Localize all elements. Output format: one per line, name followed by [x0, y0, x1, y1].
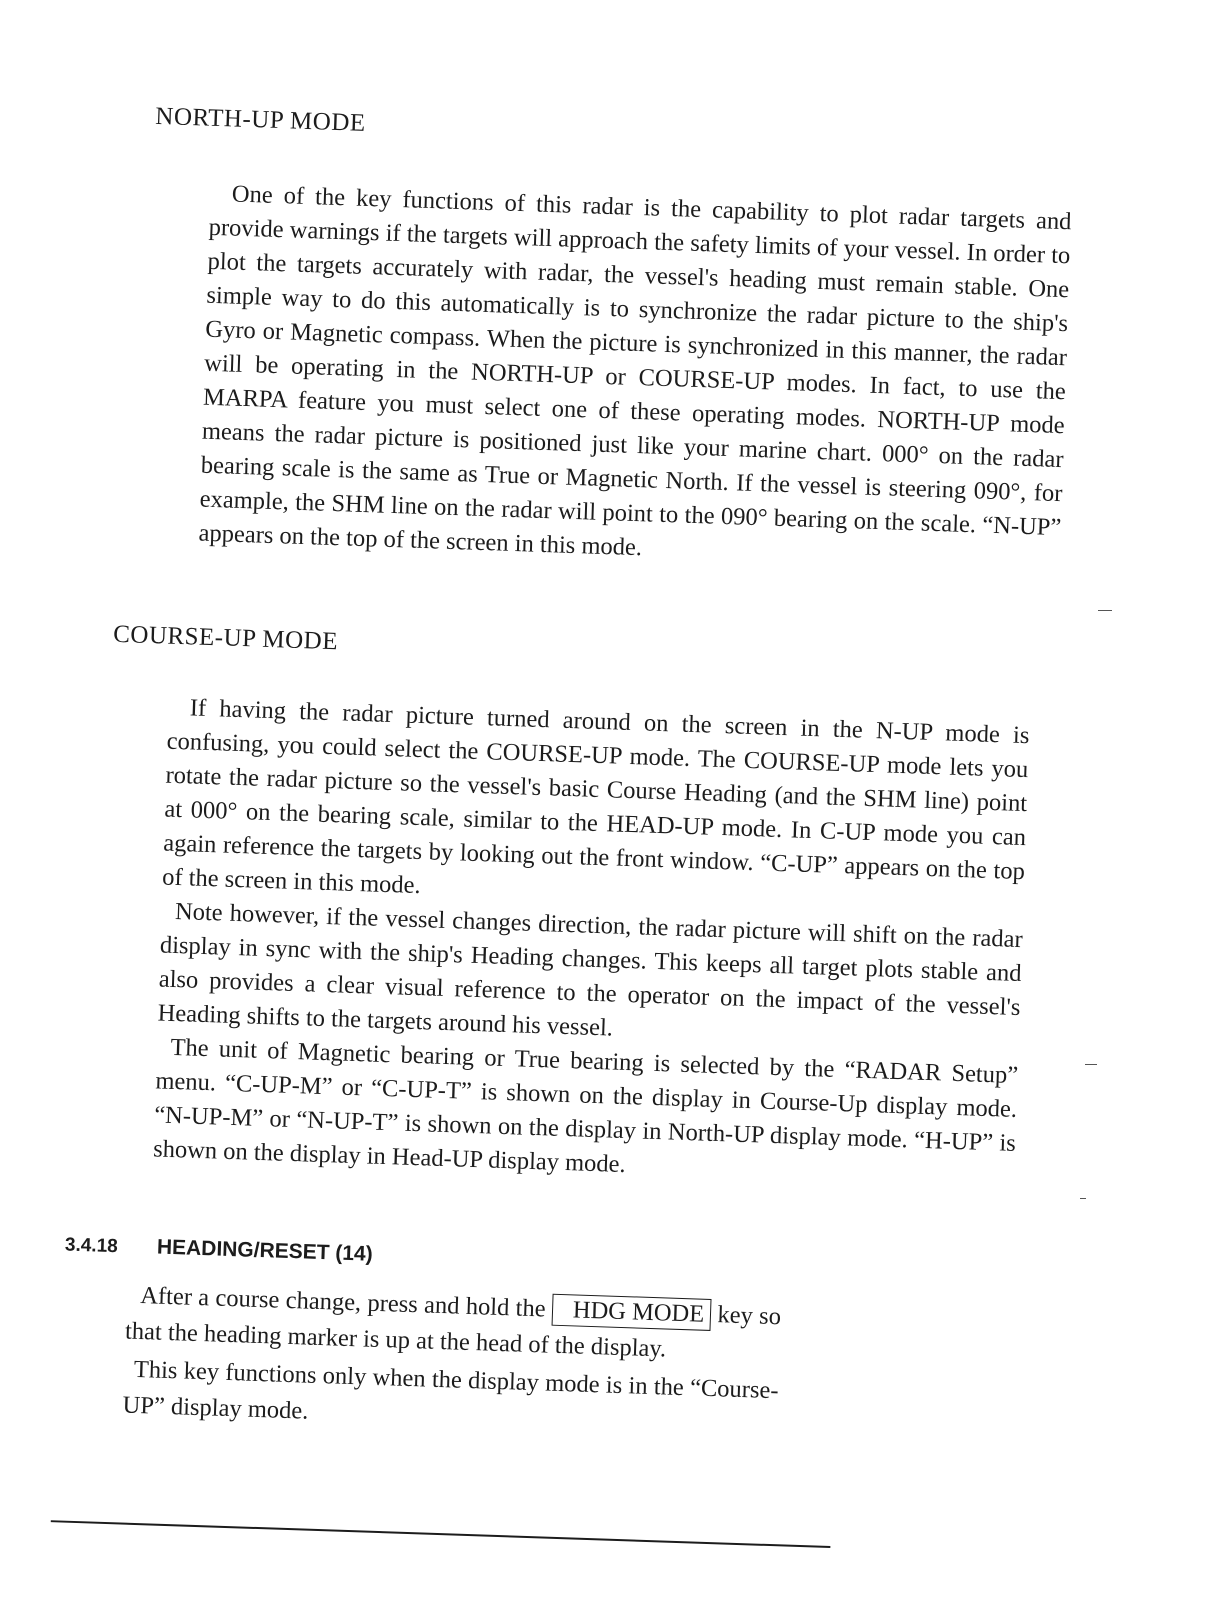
course-up-heading: COURSE-UP MODE	[112, 620, 339, 656]
footer-rule	[51, 1520, 831, 1548]
course-up-paragraph-1: If having the radar picture turned around on the screen in the N-UP mode is confusing, you could select the COURSE-UP mode. The COURSE-UP mode lets you rotate the radar picture so the vessel's basic Course Heading (and the SHM line) point at 000° on the bearing scale, similar to the HEAD-UP mode. In C-UP mode you can again reference the targets by looking out the front window. “C-UP” appears on the top of the screen in this mode.	[161, 694, 1030, 900]
margin-mark	[1085, 1064, 1097, 1065]
north-up-text: One of the key functions of this radar is the capability to plot radar targets and provide warnings if the targets will approach the safety limits of your vessel. In order to plot the targets accurately with radar, the vessel's heading must remain stable. One simple way to do this automatically is to synchronize the radar picture to the ship's Gyro or Magnetic compass. When the picture is synchronized in this manner, the radar will be operating in the NORTH-UP or COURSE-UP modes. In fact, to use the MARPA feature you must select one of these operating modes. NORTH-UP mode means the radar picture is positioned just like your marine chart. 000° on the radar bearing scale is the same as True or Magnetic North. If the vessel is steering 090°, for example, the SHM line on the radar will point to the 090° bearing on the scale. “N-UP” appears on the top of the screen in this mode.	[198, 180, 1072, 562]
margin-mark	[1080, 1198, 1086, 1199]
course-up-body	[153, 691, 1030, 1195]
section-title: HEADING/RESET (14)	[156, 1235, 374, 1266]
heading-reset-body	[122, 1278, 781, 1446]
heading-reset-text-before: After a course change, press and hold the	[139, 1282, 547, 1323]
north-up-heading: NORTH-UP MODE	[154, 102, 367, 137]
heading-reset-paragraph-2: This key functions only when the display mode is in the “Course-UP” display mode.	[122, 1355, 779, 1425]
margin-mark	[1098, 610, 1112, 611]
course-up-paragraph-2: Note however, if the vessel changes direction, the radar picture will shift on the radar display in sync with the ship's Heading changes. This keeps all target plots stable and also provides a clear visual reference to the operator on the impact of the vessel's Heading shifts to the targets around his vessel.	[157, 897, 1024, 1042]
hdg-mode-key: HDG MODE	[551, 1294, 711, 1331]
north-up-paragraph	[198, 177, 1072, 579]
section-heading	[65, 1233, 374, 1267]
heading-reset-text-after: key so that the heading marker is up at the head of the display.	[124, 1301, 782, 1363]
section-number: 3.4.18	[64, 1234, 119, 1258]
course-up-paragraph-3: The unit of Magnetic bearing or True bearing is selected by the “RADAR Setup” menu. “C-UP-M” or “C-UP-T” is shown on the display in Course-Up display mode. “N-UP-M” or “N-UP-T” is shown on the display in North-UP display mode. “H-UP” is shown on the display in Head-UP display mode.	[152, 1033, 1019, 1179]
